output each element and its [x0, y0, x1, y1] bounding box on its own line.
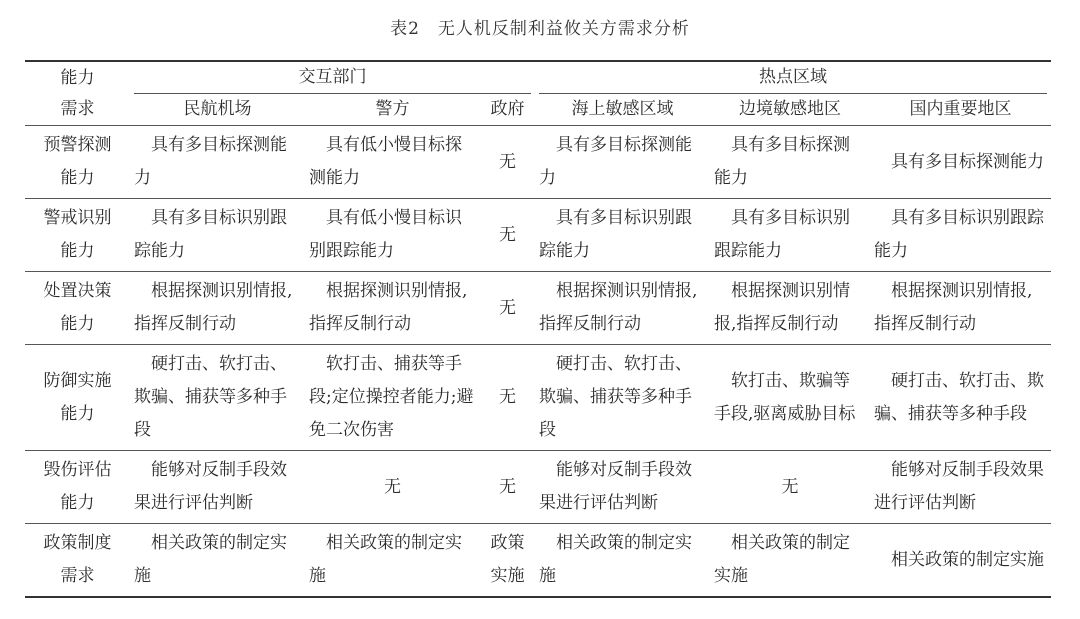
cell-text: 具有多目标识别跟踪能力	[539, 208, 693, 261]
cell-text: 相关政策的制定实施	[134, 533, 287, 586]
needs-analysis-table	[25, 60, 1051, 598]
row-category-line: 毁伤评估	[43, 460, 112, 480]
table-cell	[870, 126, 1051, 199]
cell-text: 软打击、捕获等手段;定位操控者能力;避免二次伤害	[309, 354, 474, 440]
table-cell	[305, 126, 480, 199]
table-cell	[535, 451, 710, 524]
row-category	[25, 345, 130, 451]
table-row	[25, 199, 1051, 272]
column-header: 海上敏感区域	[571, 99, 674, 119]
table-cell: 政策实施	[480, 524, 535, 598]
group-header-interaction-dept: 交互部门	[130, 61, 535, 94]
corner-header-line2: 需求	[60, 99, 95, 119]
row-category	[25, 272, 130, 345]
table-cell	[535, 126, 710, 199]
cell-text: 具有低小慢目标探测能力	[309, 135, 462, 188]
group-header-hotspot-area: 热点区域	[535, 61, 1051, 94]
cell-text: 具有多目标探测能力	[539, 135, 693, 188]
table-cell	[130, 272, 305, 345]
table-row	[25, 524, 1051, 598]
cell-text: 硬打击、软打击、欺骗、捕获等多种手段	[134, 354, 287, 440]
table-cell: 无	[480, 451, 535, 524]
cell-text: 硬打击、软打击、欺骗、捕获等多种手段	[874, 370, 1045, 424]
column-header: 警方	[375, 99, 410, 119]
cell-text: 具有多目标识别跟踪能力	[714, 208, 851, 261]
row-category	[25, 199, 130, 272]
table-row	[25, 272, 1051, 345]
table-cell: 无	[305, 451, 480, 524]
cell-text: 根据探测识别情报,指挥反制行动	[134, 281, 293, 334]
table-cell	[870, 451, 1051, 524]
column-header: 民航机场	[183, 99, 252, 119]
row-category-line: 预警探测	[43, 135, 112, 155]
table-cell	[710, 126, 870, 199]
table-cell	[305, 524, 480, 598]
cell-text: 具有多目标探测能力	[714, 135, 851, 188]
row-category-line: 防御实施	[43, 370, 112, 391]
table-cell	[870, 272, 1051, 345]
table-cell	[535, 345, 710, 451]
corner-header-line1: 能力	[25, 61, 130, 94]
table-cell	[305, 272, 480, 345]
cell-text: 根据探测识别情报,指挥反制行动	[539, 281, 698, 334]
cell-text: 硬打击、软打击、欺骗、捕获等多种手段	[539, 354, 693, 440]
row-category	[25, 126, 130, 199]
table-cell: 无	[480, 126, 535, 199]
cell-text: 相关政策的制定实施	[714, 533, 851, 586]
cell-text: 相关政策的制定实施	[309, 533, 462, 586]
row-category-line: 处置决策	[43, 281, 112, 301]
table-cell	[535, 524, 710, 598]
table-cell	[870, 199, 1051, 272]
table-cell	[305, 199, 480, 272]
cell-text: 根据探测识别情报,指挥反制行动	[714, 281, 851, 334]
cell-text: 具有多目标识别跟踪能力	[134, 208, 287, 261]
cell-text: 根据探测识别情报,指挥反制行动	[309, 281, 468, 334]
table-cell: 无	[480, 345, 535, 451]
table-cell	[710, 345, 870, 451]
row-category-line: 能力	[60, 314, 95, 334]
column-header: 国内重要地区	[909, 99, 1012, 119]
row-category-line: 需求	[60, 566, 95, 586]
column-header: 政府	[490, 99, 525, 119]
table-cell	[130, 524, 305, 598]
cell-text: 能够对反制手段效果进行评估判断	[539, 460, 693, 513]
table-cell: 无	[480, 199, 535, 272]
cell-text: 能够对反制手段效果进行评估判断	[874, 460, 1045, 513]
row-category-line: 能力	[60, 403, 95, 424]
table-row	[25, 345, 1051, 451]
cell-text: 根据探测识别情报,指挥反制行动	[874, 281, 1033, 334]
table-cell	[130, 126, 305, 199]
table-cell	[130, 345, 305, 451]
cell-text: 软打击、欺骗等手段,驱离威胁目标	[714, 370, 856, 424]
cell-text: 相关政策的制定实施	[539, 533, 693, 586]
row-category-line: 能力	[60, 493, 95, 513]
table-row	[25, 126, 1051, 199]
row-category-line: 能力	[60, 168, 95, 188]
row-category-line: 警戒识别	[43, 208, 112, 228]
table-cell	[710, 272, 870, 345]
table-cell: 无	[480, 272, 535, 345]
cell-text: 具有低小慢目标识别跟踪能力	[309, 208, 462, 261]
row-category	[25, 451, 130, 524]
row-category-line: 政策制度	[43, 533, 112, 553]
table-cell	[535, 199, 710, 272]
table-cell	[710, 199, 870, 272]
row-category	[25, 524, 130, 598]
cell-text: 具有多目标识别跟踪能力	[874, 208, 1045, 261]
cell-text: 具有多目标探测能力	[134, 135, 287, 188]
table-cell	[305, 345, 480, 451]
table-cell	[130, 451, 305, 524]
row-category-line: 能力	[60, 241, 95, 261]
table-cell	[870, 524, 1051, 598]
cell-text: 相关政策的制定实施	[891, 549, 1045, 570]
cell-text: 具有多目标探测能力	[891, 151, 1045, 172]
table-row	[25, 451, 1051, 524]
table-caption: 表2 无人机反制利益攸关方需求分析	[390, 19, 690, 39]
table-cell	[535, 272, 710, 345]
table-cell	[130, 199, 305, 272]
table-cell: 无	[710, 451, 870, 524]
table-cell	[710, 524, 870, 598]
cell-text: 能够对反制手段效果进行评估判断	[134, 460, 287, 513]
column-header: 边境敏感地区	[739, 99, 842, 119]
table-cell	[870, 345, 1051, 451]
